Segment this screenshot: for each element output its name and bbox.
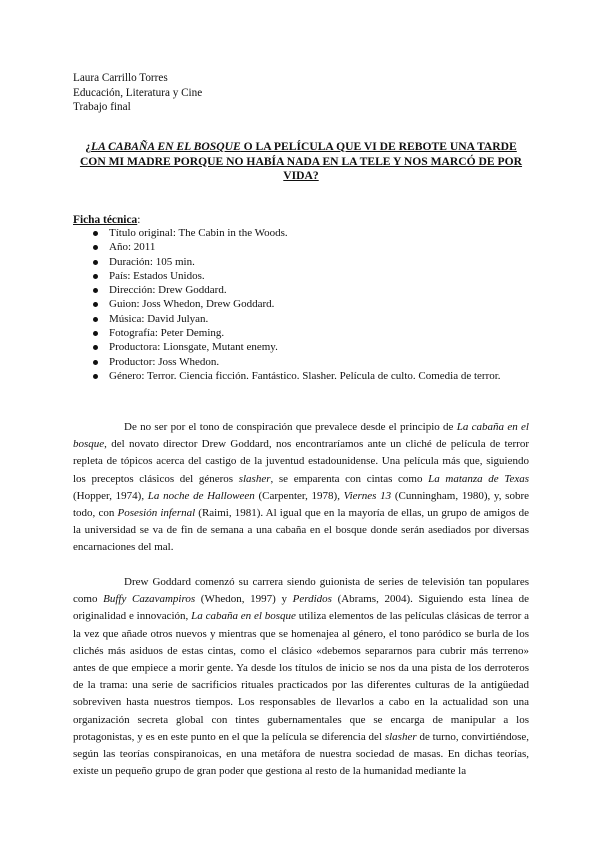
text-run: , del novato director Drew Goddard, nos encontraríamos ante un cliché de película de terror repleta de tópicos acerca del castigo de la juventud estadounidense. Una película más que, siguiendo los preceptos clásicos del géneros <box>73 438 529 485</box>
text-run: (Raimi, 1981). Al igual que en la mayoría de ellas, un grupo de amigos de la universidad se va de fin de semana a una cabaña en el bosque donde serán asediados por diversas encarnaciones del mal. <box>73 507 529 554</box>
list-item: Productor: Joss Whedon. <box>93 355 518 369</box>
list-item: Año: 2011 <box>93 240 518 254</box>
list-item: Género: Terror. Ciencia ficción. Fantástico. Slasher. Película de culto. Comedia de terror. <box>93 369 518 383</box>
film-title-italic: Viernes 13 <box>343 489 392 502</box>
genre-italic: slasher <box>384 730 417 743</box>
series-title-italic: Perdidos <box>292 593 332 606</box>
series-title-italic: Buffy Cazavampiros <box>103 593 196 606</box>
list-item: Duración: 105 min. <box>93 255 518 269</box>
text-run: (Hopper, 1974), <box>73 489 148 502</box>
text-run: de turno, convirtiéndose, según las teorías conspiranoicas, en una metáfora de nuestra sociedad de masas. En dichas teorías, existe un pequeño grupo de gran poder que gestiona al resto de la humanidad mediante la <box>73 730 529 778</box>
genre-italic: slasher <box>238 472 271 485</box>
text-run: (Whedon, 1997) y <box>195 593 293 606</box>
list-item: País: Estados Unidos. <box>93 269 518 283</box>
text-run: , se emparenta con cintas como <box>270 472 429 485</box>
ficha-heading-colon: : <box>137 214 141 226</box>
list-item: Dirección: Drew Goddard. <box>93 283 518 297</box>
list-item: Guion: Joss Whedon, Drew Goddard. <box>93 297 518 311</box>
document-title <box>73 140 529 184</box>
text-run: Drew Goddard comenzó su carrera siendo guionista de series de televisión tan populares como <box>73 576 529 606</box>
film-title-italic: La cabaña en el bosque <box>73 421 529 451</box>
author-header <box>73 71 202 115</box>
body-paragraph-2 <box>73 574 529 780</box>
text-run: (Abrams, 2004). Siguiendo esta línea de originalidad e innovación, <box>73 593 529 623</box>
text-run: (Carpenter, 1978), <box>254 489 344 502</box>
film-title-italic: La noche de Halloween <box>147 489 255 502</box>
film-title-italic: Posesión infernal <box>117 507 196 520</box>
film-title-italic: La matanza de Texas <box>428 472 529 485</box>
text-run: (Cunningham, 1980), y, sobre todo, con <box>73 489 529 520</box>
title-question-mark: ¿ <box>85 140 92 153</box>
list-item: Título original: The Cabin in the Woods. <box>93 226 518 240</box>
text-run: De no ser por el tono de conspiración que prevalece desde el principio de <box>124 421 457 433</box>
list-item: Música: David Julyan. <box>93 312 518 326</box>
body-paragraph-1 <box>73 419 529 557</box>
course-name: Educación, Literatura y Cine <box>73 86 203 99</box>
film-title-italic: La cabaña en el bosque <box>191 610 296 623</box>
ficha-tecnica-heading <box>73 213 140 227</box>
ficha-heading-label: Ficha técnica <box>73 214 138 226</box>
ficha-tecnica-list <box>93 226 518 383</box>
assignment-label: Trabajo final <box>73 101 131 114</box>
list-item: Productora: Lionsgate, Mutant enemy. <box>93 340 518 354</box>
text-run: utiliza elementos de las películas clásicas de terror a la vez que añade otros nuevos y mientras que se homenajea al género, el tono paródico se burla de los clichés más asiduos de estas cintas, como el clásico «debemos separarnos para cubrir más terreno» antes de que empiece a morir gente. Ya desde los títulos de inicio se nos da una pista de los derroteros de la trama: una serie de sacrificios rituales practicados por las diferentes culturas de la antigüedad sobreviven hasta nuestros tiempos. Los responsables de llevarlos a cabo en la actualidad son una organización secreta global con tintes gubernamentales que se encarga de manipular a los protagonistas, y es en este punto en el que la película se diferencia del <box>73 610 530 743</box>
list-item: Fotografía: Peter Deming. <box>93 326 518 340</box>
author-name: Laura Carrillo Torres <box>73 72 168 84</box>
title-rest: O LA PELÍCULA QUE VI DE REBOTE UNA TARDE CON MI MADRE PORQUE NO HABÍA NADA EN LA TELE Y NOS MARCÓ DE POR VIDA? <box>79 140 523 183</box>
title-film-name: LA CABAÑA EN EL BOSQUE <box>91 140 241 153</box>
